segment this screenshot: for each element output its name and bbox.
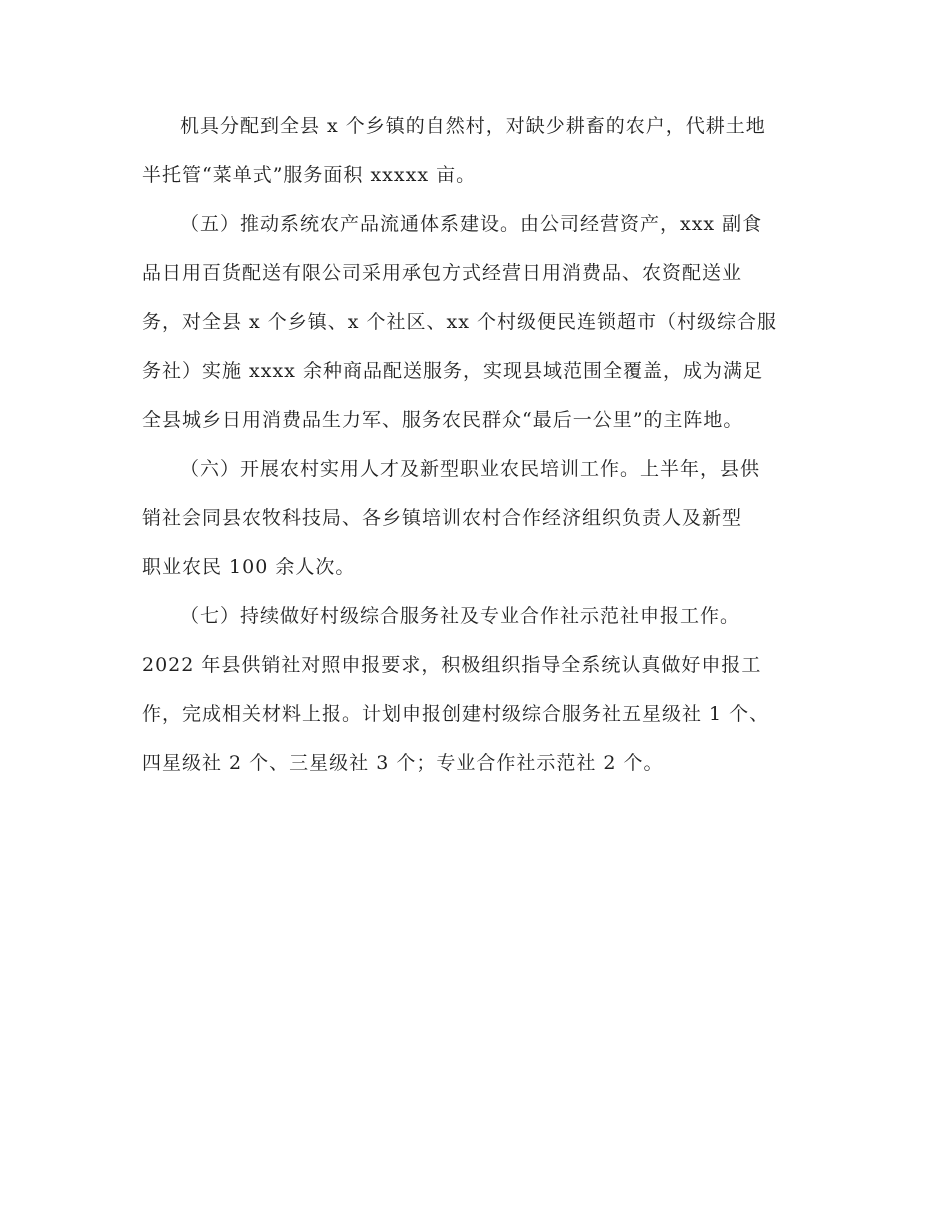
text-line: （五）推动系统农产品流通体系建设。由公司经营资产，xxx 副食 — [180, 213, 763, 235]
paragraph-3 — [142, 451, 812, 598]
text-line: （七）持续做好村级综合服务社及专业合作社示范社申报工作。 — [180, 605, 741, 627]
paragraph-2 — [142, 206, 812, 451]
paragraph-1 — [142, 108, 812, 206]
text-line: 2022 年县供销社对照申报要求，积极组织指导全系统认真做好申报工 — [142, 654, 762, 676]
text-line: 品日用百货配送有限公司采用承包方式经营日用消费品、农资配送业 — [142, 262, 743, 284]
text-line: 职业农民 100 余人次。 — [142, 556, 356, 578]
text-line: 务社）实施 xxxx 余种商品配送服务，实现县域范围全覆盖，成为满足 — [142, 360, 763, 382]
document-body — [142, 108, 812, 794]
text-line: 四星级社 2 个、三星级社 3 个；专业合作社示范社 2 个。 — [142, 752, 664, 774]
text-line: 半托管“菜单式”服务面积 xxxxx 亩。 — [142, 164, 477, 186]
text-line: 全县城乡日用消费品生力军、服务农民群众“最后一公里”的主阵地。 — [142, 409, 744, 431]
text-line: 机具分配到全县 x 个乡镇的自然村，对缺少耕畜的农户，代耕土地 — [180, 115, 766, 137]
text-line: 销社会同县农牧科技局、各乡镇培训农村合作经济组织负责人及新型 — [142, 507, 743, 529]
text-line: 作，完成相关材料上报。计划申报创建村级综合服务社五星级社 1 个、 — [142, 703, 770, 725]
text-line: 务，对全县 x 个乡镇、x 个社区、xx 个村级便民连锁超市（村级综合服 — [142, 311, 778, 333]
text-line: （六）开展农村实用人才及新型职业农民培训工作。上半年，县供 — [180, 458, 761, 480]
paragraph-4 — [142, 598, 812, 794]
